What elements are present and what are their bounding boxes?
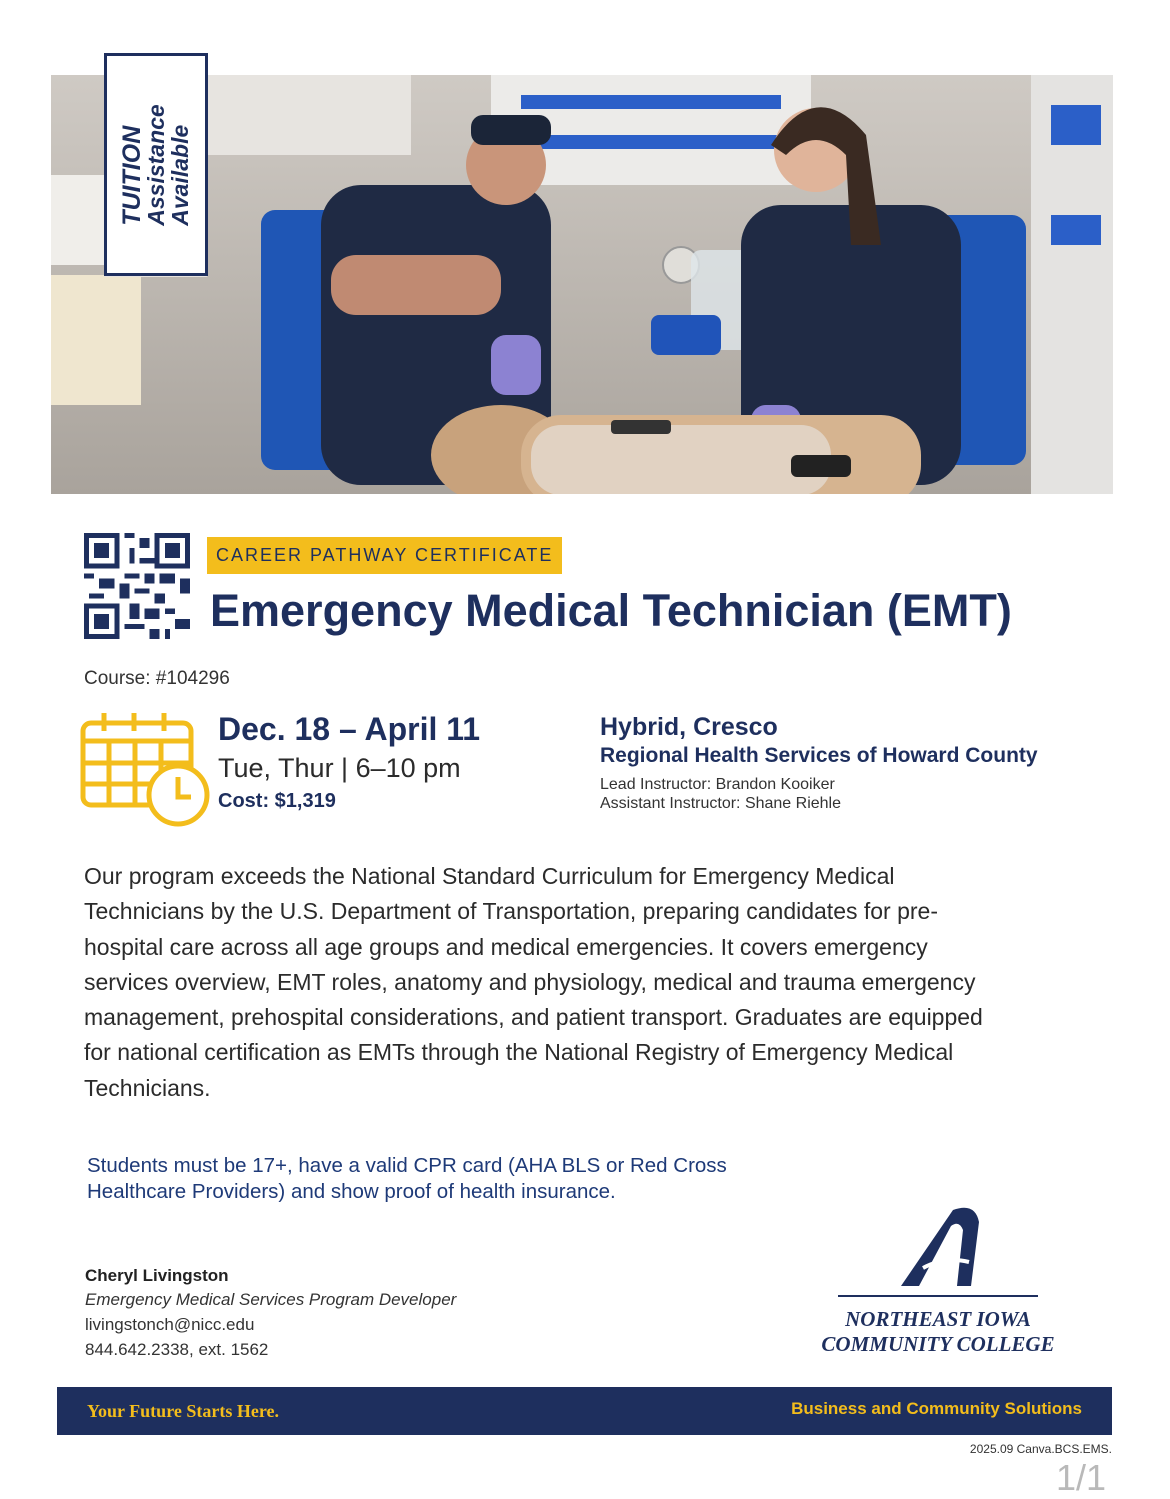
tuition-banner	[104, 53, 208, 276]
emt-training-photo	[51, 75, 1113, 494]
logo-rule	[838, 1295, 1038, 1297]
contact-role: Emergency Medical Services Program Developer	[85, 1290, 457, 1309]
banner-line-2: Assistance	[143, 103, 169, 226]
enrollment-requirements: Students must be 17+, have a valid CPR card (AHA BLS or Red Cross Healthcare Providers) and show proof of health insurance.	[87, 1154, 727, 1203]
course-location: Hybrid, Cresco	[600, 713, 778, 741]
course-days-time: Tue, Thur | 6–10 pm	[218, 753, 461, 783]
contact-name: Cheryl Livingston	[85, 1266, 229, 1285]
contact-phone[interactable]: 844.642.2338, ext. 1562	[85, 1340, 269, 1359]
photo-illustration	[51, 75, 1113, 494]
banner-line-3: Available	[167, 124, 193, 226]
course-organization: Regional Health Services of Howard County	[600, 744, 1038, 767]
course-cost: Cost: $1,319	[218, 790, 336, 812]
qr-code-icon[interactable]	[84, 533, 190, 639]
calendar-clock-icon	[79, 711, 211, 829]
college-name-line-1: NORTHEAST IOWA	[845, 1307, 1031, 1331]
pathway-badge: CAREER PATHWAY CERTIFICATE	[207, 537, 562, 574]
footer-bar	[57, 1387, 1112, 1435]
document-code: 2025.09 Canva.BCS.EMS.	[969, 1442, 1112, 1456]
college-name-line-2: COMMUNITY COLLEGE	[821, 1332, 1055, 1356]
footer-division: Business and Community Solutions	[791, 1399, 1082, 1418]
page-title: Emergency Medical Technician (EMT)	[210, 585, 1012, 636]
program-description: Our program exceeds the National Standard Curriculum for Emergency Medical Technicians by the U.S. Department of Transportation, preparing candidates for pre-hospital care across all age groups and medical emergencies. It covers emergency services overview, EMT roles, anatomy and physiology, medical and trauma emergency management, prehospital considerations, and patient transport. Graduates are equipped for national certification as EMTs through the National Registry of Emergency Medical Technicians.	[84, 863, 983, 1101]
footer-tagline: Your Future Starts Here.	[87, 1401, 279, 1421]
page-number: 1/1	[1055, 1457, 1106, 1498]
course-number: Course: #104296	[84, 668, 230, 689]
course-dates: Dec. 18 – April 11	[218, 711, 481, 747]
lead-instructor: Lead Instructor: Brandon Kooiker	[600, 776, 835, 793]
assistant-instructor: Assistant Instructor: Shane Riehle	[600, 795, 842, 812]
contact-email[interactable]: livingstonch@nicc.edu	[85, 1315, 255, 1334]
banner-line-1: TUITION	[118, 125, 146, 226]
nicc-logo-icon	[893, 1206, 983, 1288]
